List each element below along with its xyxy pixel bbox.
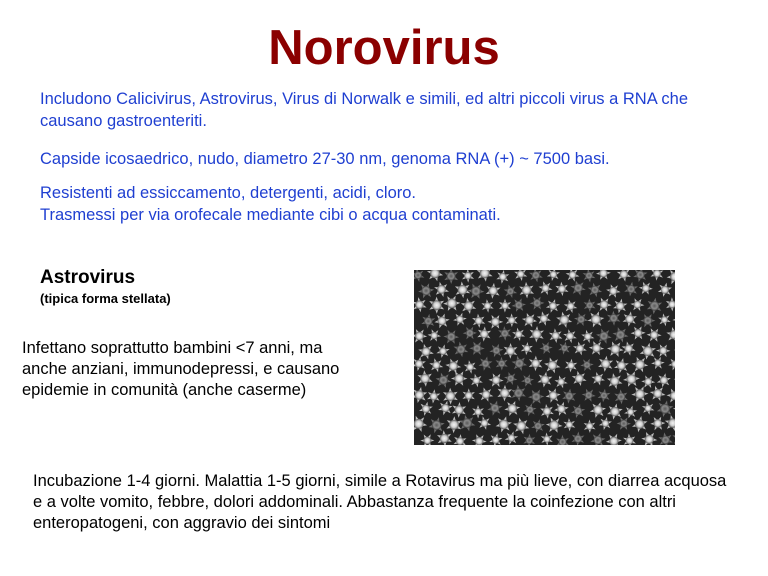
resistance-line: Resistenti ad essiccamento, detergenti, acidi, cloro.: [40, 184, 417, 202]
intro-paragraph-capsid: Capside icosaedrico, nudo, diametro 27-30 nm, genoma RNA (+) ~ 7500 basi.: [40, 150, 610, 168]
virus-particle: [437, 430, 452, 445]
virus-particle: [631, 386, 648, 401]
virus-particle: [479, 357, 493, 371]
virus-particle: [523, 434, 535, 445]
virus-particle: [630, 298, 644, 311]
virus-particle: [414, 387, 427, 403]
virus-particle: [505, 431, 519, 444]
virus-particle: [521, 342, 533, 355]
virus-particle: [667, 270, 675, 284]
virus-particle: [666, 327, 675, 342]
virus-particle: [544, 358, 560, 374]
virus-particle: [418, 370, 433, 387]
virus-particle: [497, 385, 512, 402]
virus-particle: [651, 357, 665, 369]
virus-particle: [463, 327, 477, 340]
virus-particle: [672, 430, 675, 445]
virus-particle: [463, 388, 475, 402]
virus-particle: [581, 330, 594, 343]
virus-particle: [513, 418, 529, 434]
virus-particle: [614, 358, 629, 373]
virus-particle: [672, 312, 675, 326]
virus-particle: [589, 341, 604, 355]
virus-particle: [562, 389, 576, 404]
virus-particle: [573, 342, 587, 356]
virus-particle: [674, 372, 675, 384]
virus-particle: [657, 373, 671, 387]
virus-particle: [596, 298, 611, 312]
virus-particle: [546, 388, 561, 402]
virus-particle: [622, 342, 636, 356]
virus-particle: [478, 416, 491, 430]
virus-particle: [418, 344, 434, 359]
virus-particle: [514, 270, 527, 281]
virus-particle: [596, 270, 611, 280]
virus-particle: [673, 403, 675, 415]
virus-particle: [418, 283, 434, 298]
virus-particle: [647, 298, 662, 315]
virus-particle: [546, 299, 560, 313]
virus-particle: [434, 282, 449, 297]
virus-particle: [496, 416, 512, 432]
virus-particle: [574, 313, 588, 326]
virus-particle: [421, 314, 435, 329]
virus-particle: [427, 389, 440, 403]
virus-particle: [584, 420, 596, 433]
virus-particle: [538, 372, 553, 388]
virus-particle: [464, 360, 477, 373]
virus-particle: [452, 402, 466, 418]
virus-particle: [541, 433, 553, 446]
virus-particle: [419, 402, 433, 416]
virus-particle: [489, 344, 503, 357]
virus-particle: [588, 283, 602, 297]
virus-particle: [486, 283, 501, 299]
virus-particle: [598, 389, 611, 403]
virus-particle: [443, 388, 458, 405]
virus-particle: [472, 314, 485, 328]
virus-particle: [582, 389, 596, 402]
virus-particle: [633, 270, 647, 282]
virus-particle: [656, 344, 670, 357]
virus-particle: [590, 433, 605, 445]
virus-particle: [566, 270, 580, 282]
virus-particle: [468, 284, 485, 299]
virus-particle: [598, 356, 613, 372]
virus-particle: [446, 416, 461, 433]
virus-particle: [512, 298, 526, 311]
virus-particle: [651, 270, 664, 281]
intro-paragraph-calicivirus: Includono Calicivirus, Astrovirus, Virus di Norwalk e simili, ed altri piccoli virus a RNA che causano gastroenteriti.: [40, 90, 689, 130]
virus-particle: [522, 313, 537, 327]
virus-particle: [469, 342, 484, 355]
virus-particle: [454, 434, 467, 445]
virus-particle: [436, 373, 452, 388]
virus-particle: [657, 401, 673, 418]
virus-particle: [472, 434, 487, 445]
virus-particle: [588, 311, 605, 327]
virus-particle: [445, 359, 461, 374]
virus-particle: [631, 326, 646, 339]
virus-particle: [529, 326, 544, 343]
virus-particle: [521, 374, 534, 386]
virus-particle: [667, 389, 676, 403]
virus-particle: [641, 375, 655, 388]
virus-particle: [429, 417, 445, 433]
virus-particle: [641, 432, 657, 445]
virus-particle: [451, 371, 468, 385]
virus-particle: [472, 405, 484, 419]
virus-particle: [572, 432, 585, 446]
virus-particle: [488, 315, 504, 329]
virus-particle: [617, 417, 631, 430]
virus-particle: [455, 282, 470, 299]
virus-particle: [512, 356, 527, 371]
virus-particle: [414, 416, 427, 432]
virus-particle: [504, 401, 520, 416]
virus-particle: [617, 270, 631, 282]
virus-particle: [504, 343, 518, 359]
virus-particle: [624, 282, 638, 297]
astrovirus-micrograph-image: [414, 270, 675, 445]
virus-particle: [434, 314, 449, 329]
virus-particle: [613, 299, 627, 314]
virus-particle: [558, 342, 571, 355]
virus-particle: [647, 328, 662, 341]
virus-particle: [547, 270, 560, 281]
virus-particle: [599, 417, 612, 430]
virus-particle: [650, 386, 666, 401]
virus-particle: [528, 390, 544, 404]
virus-particle: [668, 358, 675, 371]
virus-particle: [428, 329, 441, 341]
virus-particle: [414, 329, 427, 343]
virus-particle: [429, 297, 444, 314]
virus-particle: [519, 282, 534, 299]
virus-particle: [506, 313, 518, 327]
virus-particle: [632, 416, 648, 432]
virus-particle: [674, 342, 675, 355]
micrograph-particles: [414, 270, 675, 445]
virus-particle: [658, 283, 672, 297]
virus-particle: [499, 299, 511, 313]
transmission-line: Trasmessi per via orofecale mediante cibi o acqua contaminati.: [40, 206, 501, 224]
incubation-text: Incubazione 1-4 giorni. Malattia 1-5 giorni, simile a Rotavirus ma più lieve, con diarrea acquosa e a volte vomito, febbre, dolori addominali. Abbastanza frequente la coinfezione con altri enteropatogeni, con aggravio dei sintomi: [33, 472, 727, 532]
virus-particle: [666, 297, 675, 311]
virus-particle: [665, 415, 675, 431]
virus-particle: [607, 342, 624, 357]
virus-particle: [614, 389, 628, 404]
virus-particle: [555, 282, 568, 296]
virus-particle: [639, 282, 653, 295]
virus-particle: [624, 406, 637, 419]
virus-particle: [529, 356, 543, 372]
virus-particle: [563, 418, 575, 431]
virus-particle: [623, 311, 637, 326]
virus-particle: [564, 300, 577, 313]
virus-particle: [613, 327, 629, 342]
virus-particle: [487, 401, 502, 416]
virus-particle: [524, 403, 537, 416]
virus-particle: [642, 402, 655, 415]
virus-particle: [563, 329, 577, 343]
virus-particle: [549, 328, 562, 343]
virus-particle: [504, 372, 517, 385]
virus-particle: [607, 404, 623, 420]
virus-particle: [420, 434, 434, 445]
intro-paragraph-resistance: [40, 182, 730, 226]
virus-particle: [650, 417, 665, 431]
virus-particle: [496, 357, 508, 371]
virus-particle: [470, 374, 483, 387]
virus-particle: [498, 326, 511, 341]
virus-particle: [453, 313, 467, 326]
virus-particle: [607, 311, 620, 326]
virus-particle: [479, 388, 494, 402]
virus-particle: [530, 297, 545, 310]
virus-particle: [539, 281, 553, 295]
virus-particle: [565, 359, 578, 373]
virus-particle: [489, 433, 502, 445]
virus-particle: [529, 270, 543, 282]
virus-particle: [427, 270, 443, 281]
virus-particle: [512, 328, 525, 341]
virus-particle: [414, 297, 427, 312]
virus-particle: [623, 371, 640, 386]
virus-particle: [596, 329, 612, 344]
virus-particle: [632, 357, 649, 372]
virus-particle: [571, 404, 585, 418]
virus-particle: [540, 342, 553, 354]
virus-particle: [554, 402, 569, 416]
virus-particle: [583, 270, 596, 282]
astrovirus-heading: Astrovirus: [40, 267, 136, 288]
virus-particle: [540, 404, 554, 419]
astrovirus-infection-text: Infettano soprattutto bambini <7 anni, ma anche anziani, immunodepressi, e causano epidemie in comunità (anche caserme): [22, 339, 340, 399]
virus-particle: [496, 270, 509, 284]
virus-particle: [572, 371, 587, 386]
virus-particle: [606, 284, 620, 298]
virus-particle: [414, 357, 426, 371]
virus-particle: [477, 327, 491, 342]
virus-particle: [462, 270, 474, 283]
slide-title: Norovirus: [268, 21, 500, 75]
virus-particle: [658, 313, 671, 326]
virus-particle: [443, 296, 460, 311]
virus-particle: [444, 270, 458, 284]
virus-particle: [477, 270, 493, 282]
virus-particle: [584, 299, 596, 313]
virus-particle: [443, 330, 459, 344]
virus-particle: [429, 358, 443, 372]
virus-particle: [504, 285, 517, 298]
virus-particle: [571, 281, 586, 296]
virus-particle: [591, 372, 605, 385]
virus-particle: [537, 311, 551, 325]
virus-particle: [481, 299, 493, 312]
virus-particle: [556, 312, 572, 328]
virus-particle: [623, 434, 636, 445]
virus-particle: [640, 343, 656, 360]
virus-particle: [658, 432, 672, 445]
virus-particle: [606, 434, 622, 445]
virus-particle: [555, 375, 568, 388]
virus-particle: [546, 418, 563, 433]
virus-particle: [489, 373, 504, 387]
virus-particle: [459, 415, 475, 431]
virus-particle: [531, 419, 545, 433]
virus-particle: [580, 359, 593, 371]
virus-particle: [436, 344, 449, 358]
virus-particle: [511, 385, 526, 401]
virus-particle: [414, 270, 424, 282]
virus-particle: [590, 402, 606, 418]
virus-particle: [640, 314, 655, 327]
virus-particle: [556, 435, 569, 445]
virus-particle: [454, 342, 469, 358]
virus-particle: [607, 373, 623, 389]
virus-particle: [461, 298, 476, 314]
astrovirus-subheading: (tipica forma stellata): [40, 291, 171, 306]
